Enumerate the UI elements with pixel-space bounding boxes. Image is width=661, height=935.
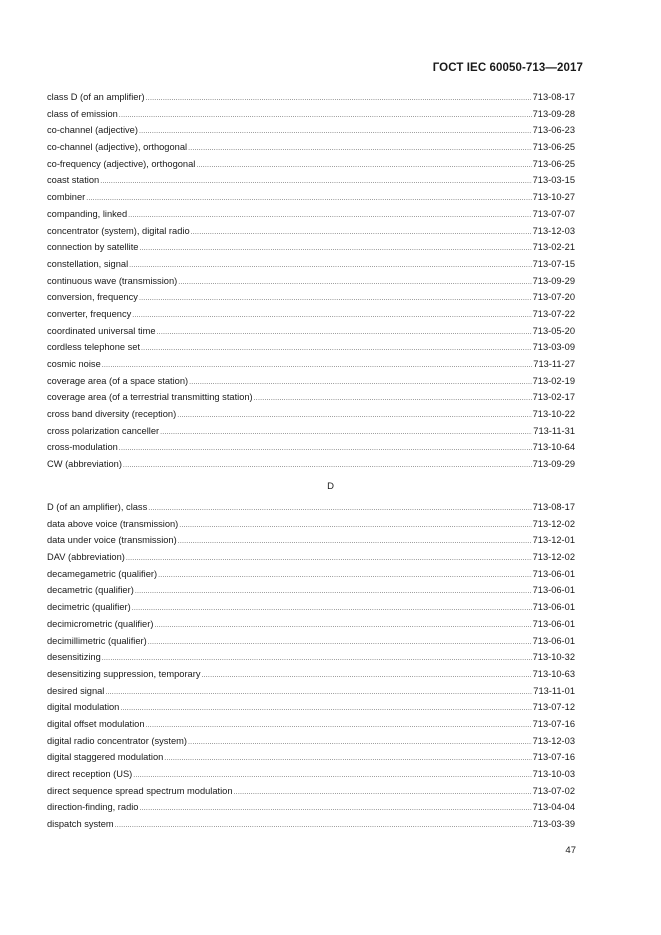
- index-entry: [47, 699, 575, 716]
- index-entry: [47, 172, 575, 189]
- index-term: converter, frequency: [47, 308, 132, 319]
- index-code: 713-11-01: [533, 685, 575, 696]
- section-letter-d: D: [327, 481, 334, 492]
- index-code: 713-09-29: [532, 459, 575, 470]
- index-entry: [47, 816, 575, 833]
- index-code: 713-07-16: [532, 752, 575, 763]
- index-code: 713-06-25: [532, 142, 575, 153]
- index-term: decametric (qualifier): [47, 585, 134, 596]
- index-entry: [47, 766, 575, 783]
- index-code: 713-11-31: [533, 425, 575, 436]
- index-code: 713-07-16: [532, 718, 575, 729]
- index-code: 713-09-29: [532, 275, 575, 286]
- index-entry: [47, 616, 575, 633]
- index-term: coverage area (of a space station): [47, 375, 189, 386]
- index-term: cross polarization canceller: [47, 425, 160, 436]
- index-entry: [47, 439, 575, 456]
- index-code: 713-11-27: [533, 359, 575, 369]
- index-code: 713-05-20: [532, 325, 575, 336]
- index-entry: [47, 423, 575, 440]
- index-section-c: [47, 89, 575, 473]
- index-code: 713-09-28: [532, 108, 575, 119]
- index-code: 713-08-17: [532, 92, 575, 102]
- index-code: 713-10-63: [532, 668, 575, 679]
- index-entry: [47, 273, 575, 290]
- index-entry: [47, 106, 575, 123]
- index-code: 713-03-09: [532, 342, 575, 353]
- index-entry: [47, 156, 575, 173]
- index-term: digital staggered modulation: [47, 752, 164, 763]
- index-entry: [47, 499, 575, 516]
- index-term: coverage area (of a terrestrial transmitting station): [47, 392, 253, 403]
- index-code: 713-02-19: [532, 375, 575, 386]
- index-code: 713-07-20: [532, 292, 575, 303]
- index-entry: [47, 683, 575, 700]
- index-entry: [47, 256, 575, 273]
- index-entry: [47, 89, 575, 106]
- index-entry: [47, 733, 575, 750]
- index-code: 713-08-17: [532, 502, 575, 512]
- index-code: 713-10-03: [532, 769, 575, 779]
- index-entry: [47, 239, 575, 256]
- index-code: 713-06-01: [532, 618, 575, 629]
- index-term: digital radio concentrator (system): [47, 735, 188, 746]
- index-term: desensitizing: [47, 652, 101, 663]
- index-entry: [47, 549, 575, 566]
- index-term: direct sequence spread spectrum modulation: [47, 785, 233, 796]
- index-code: 713-07-07: [532, 208, 575, 219]
- index-term: cosmic noise: [47, 359, 101, 369]
- index-term: CW (abbreviation): [47, 459, 122, 470]
- index-entry: [47, 306, 575, 323]
- index-code: 713-06-01: [532, 635, 575, 646]
- index-code: 713-07-02: [532, 785, 575, 796]
- page-number: 47: [565, 845, 576, 856]
- index-term: decimicrometric (qualifier): [47, 618, 154, 629]
- index-code: 713-02-17: [532, 392, 575, 403]
- index-code: 713-12-03: [532, 735, 575, 746]
- index-entry: [47, 599, 575, 616]
- index-code: 713-10-32: [532, 652, 575, 663]
- index-term: data under voice (transmission): [47, 535, 177, 546]
- index-entry: [47, 356, 575, 373]
- index-entry: [47, 139, 575, 156]
- index-entry: [47, 799, 575, 816]
- index-entry: [47, 566, 575, 583]
- index-term: constellation, signal: [47, 258, 129, 269]
- index-term: co-channel (adjective), orthogonal: [47, 142, 188, 153]
- index-term: dispatch system: [47, 819, 114, 830]
- index-term: co-frequency (adjective), orthogonal: [47, 158, 196, 169]
- index-term: cordless telephone set: [47, 342, 141, 353]
- index-term: combiner: [47, 192, 86, 203]
- index-code: 713-10-22: [532, 409, 575, 420]
- index-term: coordinated universal time: [47, 325, 156, 336]
- index-code: 713-06-23: [532, 125, 575, 136]
- index-entry: [47, 223, 575, 240]
- index-code: 713-04-04: [532, 802, 575, 813]
- index-term: cross band diversity (reception): [47, 409, 177, 420]
- index-term: desensitizing suppression, temporary: [47, 668, 201, 679]
- index-term: conversion, frequency: [47, 292, 138, 303]
- index-code: 713-06-01: [532, 568, 575, 579]
- index-code: 713-07-22: [532, 308, 575, 319]
- index-term: class of emission: [47, 108, 118, 119]
- index-entry: [47, 633, 575, 650]
- index-code: 713-10-64: [532, 442, 575, 453]
- index-code: 713-03-15: [532, 175, 575, 186]
- document-header-standard-id: ГОСТ IEC 60050-713—2017: [432, 62, 583, 74]
- index-entry: [47, 189, 575, 206]
- index-term: direction-finding, radio: [47, 802, 139, 813]
- index-code: 713-12-03: [532, 225, 575, 236]
- index-entry: [47, 289, 575, 306]
- index-entry: [47, 749, 575, 766]
- index-term: digital offset modulation: [47, 718, 145, 729]
- index-code: 713-07-12: [532, 702, 575, 713]
- index-entry: [47, 532, 575, 549]
- index-entry: [47, 406, 575, 423]
- index-term: connection by satellite: [47, 242, 139, 253]
- index-code: 713-06-25: [532, 158, 575, 169]
- index-code: 713-06-01: [532, 602, 575, 613]
- index-entry: [47, 389, 575, 406]
- index-code: 713-03-39: [532, 819, 575, 830]
- index-term: DAV (abbreviation): [47, 552, 125, 563]
- index-entry: [47, 649, 575, 666]
- index-code: 713-02-21: [532, 242, 575, 253]
- index-term: digital modulation: [47, 702, 120, 713]
- index-section-d: [47, 499, 575, 833]
- index-entry: [47, 122, 575, 139]
- index-entry: [47, 716, 575, 733]
- index-term: desired signal: [47, 685, 105, 696]
- dot-leader: [123, 456, 532, 475]
- index-code: 713-10-27: [532, 192, 575, 203]
- index-term: co-channel (adjective): [47, 125, 138, 136]
- index-entry: [47, 516, 575, 533]
- index-entry: [47, 206, 575, 223]
- index-code: 713-12-02: [532, 518, 575, 529]
- index-entry: [47, 339, 575, 356]
- index-term: decamegametric (qualifier): [47, 568, 158, 579]
- index-entry: [47, 456, 575, 473]
- index-entry: [47, 783, 575, 800]
- index-code: 713-12-02: [532, 552, 575, 563]
- index-entry: [47, 373, 575, 390]
- index-term: cross-modulation: [47, 442, 118, 453]
- index-entry: [47, 582, 575, 599]
- index-code: 713-12-01: [532, 535, 575, 546]
- index-term: data above voice (transmission): [47, 518, 179, 529]
- dot-leader: [115, 816, 532, 835]
- index-term: decimillimetric (qualifier): [47, 635, 147, 646]
- index-entry: [47, 666, 575, 683]
- index-term: direct reception (US): [47, 769, 133, 779]
- index-code: 713-06-01: [532, 585, 575, 596]
- index-term: D (of an amplifier), class: [47, 502, 148, 512]
- index-term: continuous wave (transmission): [47, 275, 178, 286]
- index-term: decimetric (qualifier): [47, 602, 131, 613]
- index-entry: [47, 323, 575, 340]
- index-term: companding, linked: [47, 208, 128, 219]
- index-term: concentrator (system), digital radio: [47, 225, 190, 236]
- index-code: 713-07-15: [532, 258, 575, 269]
- index-term: class D (of an amplifier): [47, 92, 145, 102]
- index-term: coast station: [47, 175, 100, 186]
